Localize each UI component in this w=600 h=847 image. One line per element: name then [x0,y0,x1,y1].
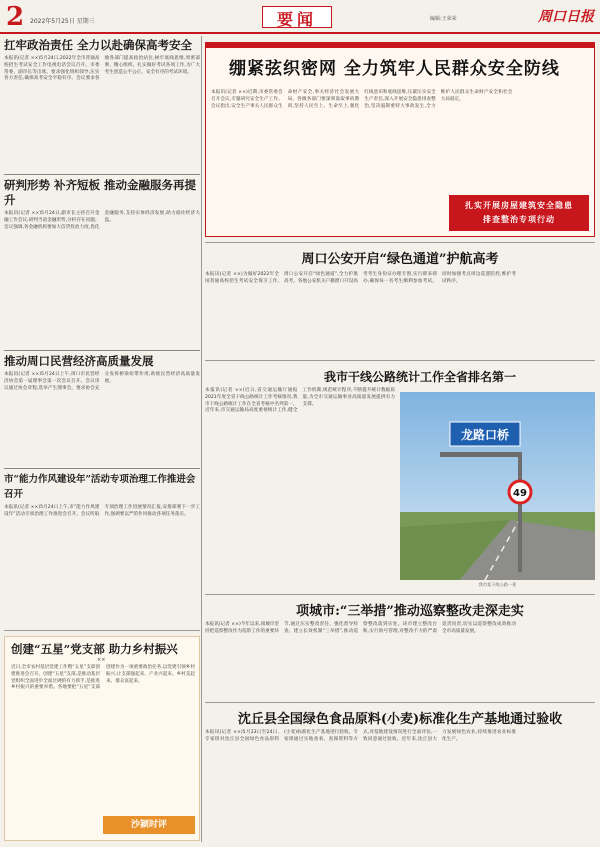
section-divider [205,594,595,595]
story-body: 本报讯(记者 ××)5月24日,副市长主持召开金融工作会议,研判当前金融形势,分析存在问题。会议强调,各金融机构要加大信贷投放力度,优化金融服务,支持实体经济发展,助力稳住经济大盘。 [4,211,200,230]
lead-body: 本报讯(记者 ××)近期,市委常委会召开会议,专题研究安全生产工作。会议指出,安全生产事关人民群众生命财产安全,事关经济社会发展大局。各级各部门要深刻汲取事故教训,坚持人民至上、生命至上,强化红线意识和底线思维,压紧压实安全生产责任,深入开展安全隐患排查整治,坚决遏制重特大事故发生,全力维护人民群众生命财产安全和社会大局稳定。 [211,90,513,109]
story-headline-green-channel: 周口公安开启“绿色通道”护航高考 [301,252,499,267]
road-photo [400,392,595,580]
page-number: 2 [6,2,25,32]
story-body-green-channel: 本报讯(记者 ××)为做好2022年全国普通高校招生考试安全保卫工作,周口公安开启“绿色通道”,全力护航高考。各地公安机关户籍窗口开设高考考生身份证办理专窗,实行即来即办,确保每一名考生顺利参加考试。同时加强考点周边巡逻防控,维护考试秩序。 [205,272,516,284]
story-exam-safety [4,38,200,83]
story-body: 本报讯(记者 ××)5月24日,2022年全市普通高校招生考试安全工作电视电话会议召开。市委常委、副市长等出席。要求强化组织领导,压实各方责任,确保高考安全平稳有序。会议要求各地各部门提高政治站位,树牢底线思维,周密部署、精心组织、扎实做好考试各项工作,为广大考生创造公平公正、安全有序的考试环境。 [4,56,200,82]
story-headline: 推动周口民营经济高质量发展 [4,354,154,368]
story-headline: 研判形势 补齐短板 推动金融服务再提升 [4,178,197,207]
story-headline: 市“能力作风建设年”活动专项治理工作推进会召开 [4,474,196,500]
photo-caption: 我市某干线公路一景 [478,582,517,587]
left-column [4,38,200,628]
lead-headline: 绷紧弦织密网 全力筑牢人民群众安全防线 [229,59,560,79]
campaign-line-2: 排查整治专项行动 [483,215,555,224]
masthead-date: 2022年5月25日 星期三 [30,18,95,25]
story-divider [4,174,200,175]
story-body: 本报讯(记者 ××)5月24日上午,市“能力作风建设年”活动专项治理工作推进会召开。会议听取专项治理工作进展情况汇报,安排部署下一步工作,强调要以严的作风推动各项任务落实。 [4,505,200,517]
story-body-road-stats: 本报讯(记者 ××)近日,省交通运输厅通报2021年度全省干线公路统计工作考核情况,我市干线公路统计工作在全省考核中名列第一。近年来,市交通运输局高度重视统计工作,健全工作机制,规范统计程序,不断提升统计数据质量,为全市交通运输事业高质量发展提供有力支撑。 [205,388,395,414]
section-title: 要闻 [262,6,332,28]
section-divider [205,360,595,361]
lead-story [205,42,595,237]
story-work-style [4,472,200,519]
commentary-author: ×× [97,657,106,663]
section-divider [205,702,595,703]
commentary-column-tag: 沙颍时评 [103,816,195,834]
column-divider [201,36,202,842]
commentary-box [4,636,200,841]
commentary-body: 近日,全市农村基层党建工作暨“五星”支部创建推进会召开。创建“五星”支部,是推动基层党组织全面进步全面过硬的有力抓手,是推进乡村振兴的重要举措。各地要把“五星”支部创建作为一项重要政治任务,以党建引领乡村振兴,让支部强起来、产业兴起来、乡村美起来、群众富起来。 [11,665,195,691]
newspaper-logo: 周口日报 [538,9,594,25]
masthead [0,0,600,34]
story-headline-shenqiu: 沈丘县全国绿色食品原料(小麦)标准化生产基地通过验收 [237,712,563,727]
speed-limit-text: 49 [513,488,527,499]
road-photo-illustration [400,392,595,580]
road-sign-text: 龙路口桥 [460,428,510,442]
commentary-headline: 创建“五星”党支部 助力乡村振兴 [11,642,178,656]
section-divider [205,242,595,243]
campaign-line-1: 扎实开展房屋建筑安全隐患 [465,201,573,210]
story-finance [4,178,200,231]
story-headline: 扛牢政治责任 全力以赴确保高考安全 [4,38,193,52]
story-body: 本报讯(记者 ××)5月24日上午,周口市民营经济协会第一届理事会第一次会议召开。会议审议通过协会章程,选举产生理事会。要求协会充分发挥桥梁纽带作用,助推民营经济高质量发展。 [4,372,200,391]
story-private-economy [4,354,200,392]
story-headline-road-stats: 我市干线公路统计工作全省排名第一 [323,370,516,384]
campaign-box [449,195,589,231]
story-divider [4,350,200,351]
story-divider [4,468,200,469]
masthead-editor: 编辑:王荣荣 [430,16,457,22]
story-body-xiangcheng: 本报讯(记者 ××)今年以来,项城市坚持把巡察整改作为巡察工作的重要环节,通过压实整改责任、强化督导检查、建立长效机制“三举措”,推动巡察整改落到实处。该市建立整改台账,实行销号管理,对整改不力的严肃追责问责,切实以巡察整改成效推动全市高质量发展。 [205,622,516,634]
story-body-shenqiu: 本报讯(记者 ××)5月23日至24日,专家组对沈丘县全国绿色食品原料(小麦)标准化生产基地进行验收。专家组通过实地查看、查阅资料等方式,对基地建设情况进行全面评估,一致同意通过验收。近年来,沈丘县大力发展绿色农业,持续推进农业标准化生产。 [205,730,516,742]
section-divider [4,630,200,631]
story-headline-xiangcheng: 项城市:“三举措”推动巡察整改走深走实 [296,604,524,619]
